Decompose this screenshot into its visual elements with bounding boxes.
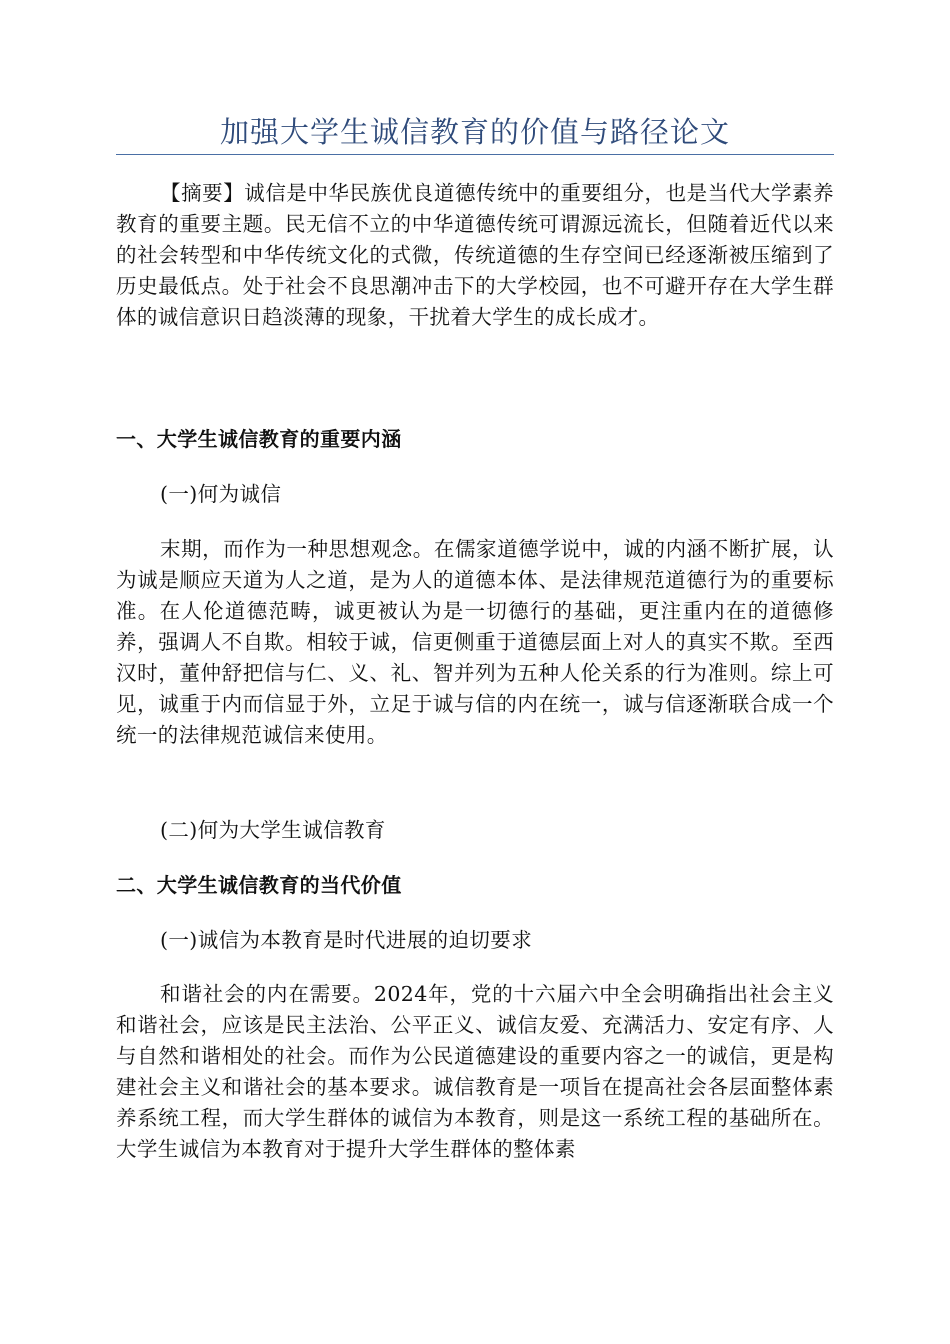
section-2-heading: 二、大学生诚信教育的当代价值 — [116, 873, 402, 897]
document-title: 加强大学生诚信教育的价值与路径论文 — [219, 115, 730, 149]
section-2-paragraph-1: 和谐社会的内在需要。2024年，党的十六届六中全会明确指出社会主义和谐社会，应该是民主法治、公平正义、诚信友爱、充满活力、安定有序、人与自然和谐相处的社会。而作为公民道德建设的重要内容之一的诚信，更是构建社会主义和谐社会的基本要求。诚信教育是一项旨在提高社会各层面整体素养系统工程，而大学生群体的诚信为本教育，则是这一系统工程的基础所在。大学生诚信为本教育对于提升大学生群体的整体素 — [116, 982, 834, 1161]
section-1-subheading-1: (一)何为诚信 — [160, 482, 282, 506]
title-underline — [116, 154, 834, 155]
section-1-paragraph-1: 末期，而作为一种思想观念。在儒家道德学说中，诚的内涵不断扩展，认为诚是顺应天道为人之道，是为人的道德本体、是法律规范道德行为的重要标准。在人伦道德范畴，诚更被认为是一切德行的基础，更注重内在的道德修养，强调人不自欺。相较于诚，信更侧重于道德层面上对人的真实不欺。至西汉时，董仲舒把信与仁、义、礼、智并列为五种人伦关系的行为准则。综上可见，诚重于内而信显于外，立足于诚与信的内在统一，诚与信逐渐联合成一个统一的法律规范诚信来使用。 — [116, 537, 834, 747]
section-1-subheading-2: (二)何为大学生诚信教育 — [160, 818, 386, 842]
section-2-subheading-1: (一)诚信为本教育是时代进展的迫切要求 — [160, 928, 533, 952]
section-1-heading: 一、大学生诚信教育的重要内涵 — [116, 427, 402, 451]
abstract-paragraph: 【摘要】诚信是中华民族优良道德传统中的重要组分，也是当代大学素养教育的重要主题。民无信不立的中华道德传统可谓源远流长，但随着近代以来的社会转型和中华传统文化的式微，传统道德的生存空间已经逐渐被压缩到了历史最低点。处于社会不良思潮冲击下的大学校园，也不可避开存在大学生群体的诚信意识日趋淡薄的现象，干扰着大学生的成长成才。 — [116, 181, 834, 329]
